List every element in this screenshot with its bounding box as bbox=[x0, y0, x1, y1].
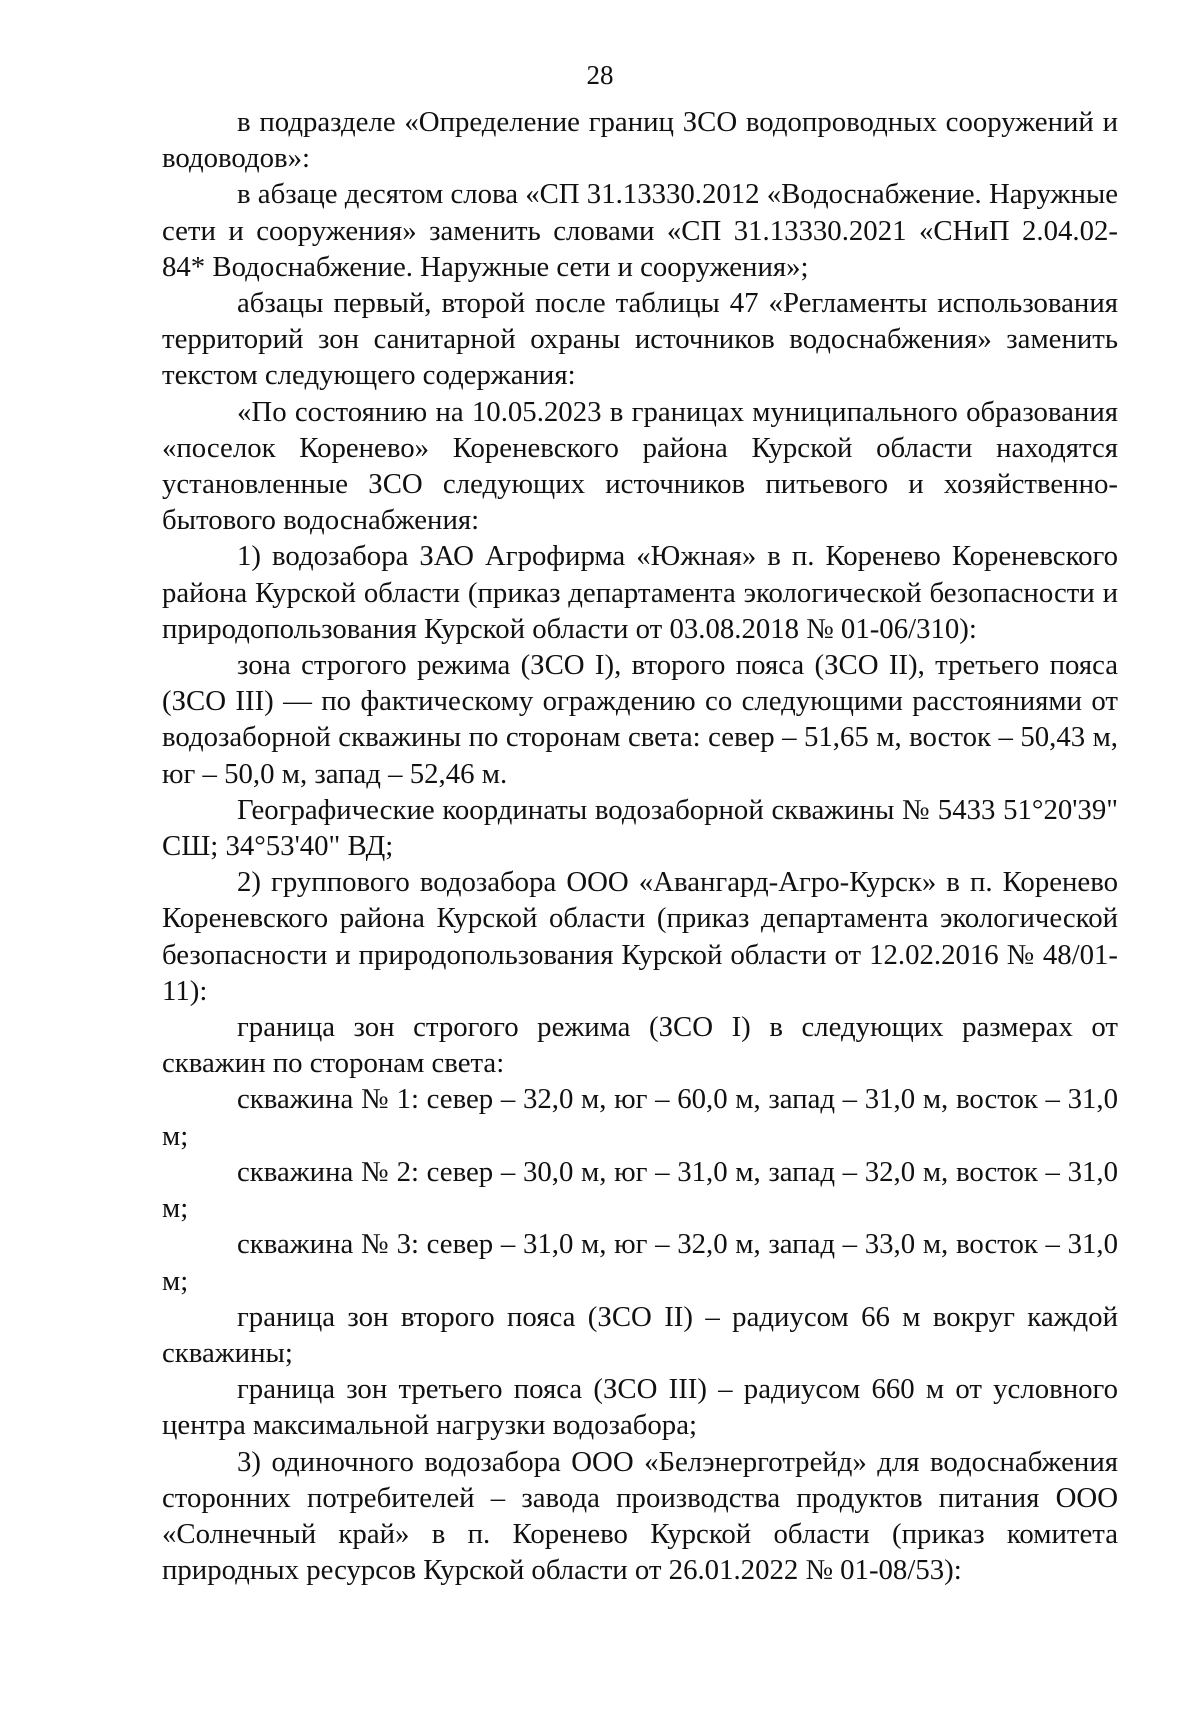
paragraph: скважина № 3: север – 31,0 м, юг – 32,0 м, запад – 33,0 м, восток – 31,0 м; bbox=[162, 1228, 1118, 1297]
paragraph: 2) группового водозабора ООО «Авангард-Агро-Курск» в п. Коренево Кореневского района Курской области (приказ департамента экологической безопасности и природопользования Курской области от 12.02.2016 № 48/01-11): bbox=[162, 866, 1118, 1007]
page-number: 28 bbox=[586, 60, 614, 90]
paragraph: граница зон строгого режима (ЗСО I) в следующих размерах от скважин по сторонам света: bbox=[162, 1011, 1118, 1080]
paragraph: 1) водозабора ЗАО Агрофирма «Южная» в п. Коренево Кореневского района Курской области (приказ департамента экологической безопасности и природопользования Курской области от 03.08.2018 № 01-06/310): bbox=[162, 540, 1118, 645]
paragraph: скважина № 1: север – 32,0 м, юг – 60,0 м, запад – 31,0 м, восток – 31,0 м; bbox=[162, 1083, 1118, 1152]
paragraph: граница зон третьего пояса (ЗСО III) – радиусом 660 м от условного центра максимальной нагрузки водозабора; bbox=[162, 1373, 1118, 1442]
paragraph: в подразделе «Определение границ ЗСО водопроводных сооружений и водоводов»: bbox=[162, 106, 1118, 175]
paragraph: «По состоянию на 10.05.2023 в границах муниципального образования «поселок Коренево» Кореневского района Курской области находятся установленные ЗСО следующих источников питьевого и хозяйственно-бытового водоснабжения: bbox=[162, 395, 1118, 537]
paragraph: в абзаце десятом слова «СП 31.13330.2012 «Водоснабжение. Наружные сети и сооружения» заменить словами «СП 31.13330.2021 «СНиП 2.04.02-84* Водоснабжение. Наружные сети и сооружения»; bbox=[162, 178, 1118, 283]
paragraph: граница зон второго пояса (ЗСО II) – радиусом 66 м вокруг каждой скважины; bbox=[162, 1300, 1118, 1369]
document-body bbox=[162, 104, 1118, 1588]
paragraph: 3) одиночного водозабора ООО «Белэнерготрейд» для водоснабжения сторонних потребителей – завода производства продуктов питания ООО «Солнечный край» в п. Коренево Курской области (приказ комитета природных ресурсов Курской области от 26.01.2022 № 01-08/53): bbox=[162, 1445, 1118, 1587]
paragraph: абзацы первый, второй после таблицы 47 «Регламенты использования территорий зон санитарной охраны источников водоснабжения» заменить текстом следующего содержания: bbox=[162, 287, 1118, 392]
paragraph: скважина № 2: север – 30,0 м, юг – 31,0 м, запад – 32,0 м, восток – 31,0 м; bbox=[162, 1155, 1118, 1225]
paragraph: Географические координаты водозаборной скважины № 5433 51°20'39" СШ; 34°53'40" ВД; bbox=[162, 793, 1118, 863]
paragraph: зона строгого режима (ЗСО I), второго пояса (ЗСО II), третьего пояса (ЗСО III) — по фактическому ограждению со следующими расстояниями от водозаборной скважины по сторонам света: север – 51,65 м, восток – 50,43 м, юг – 50,0 м, запад – 52,46 м. bbox=[162, 649, 1118, 790]
